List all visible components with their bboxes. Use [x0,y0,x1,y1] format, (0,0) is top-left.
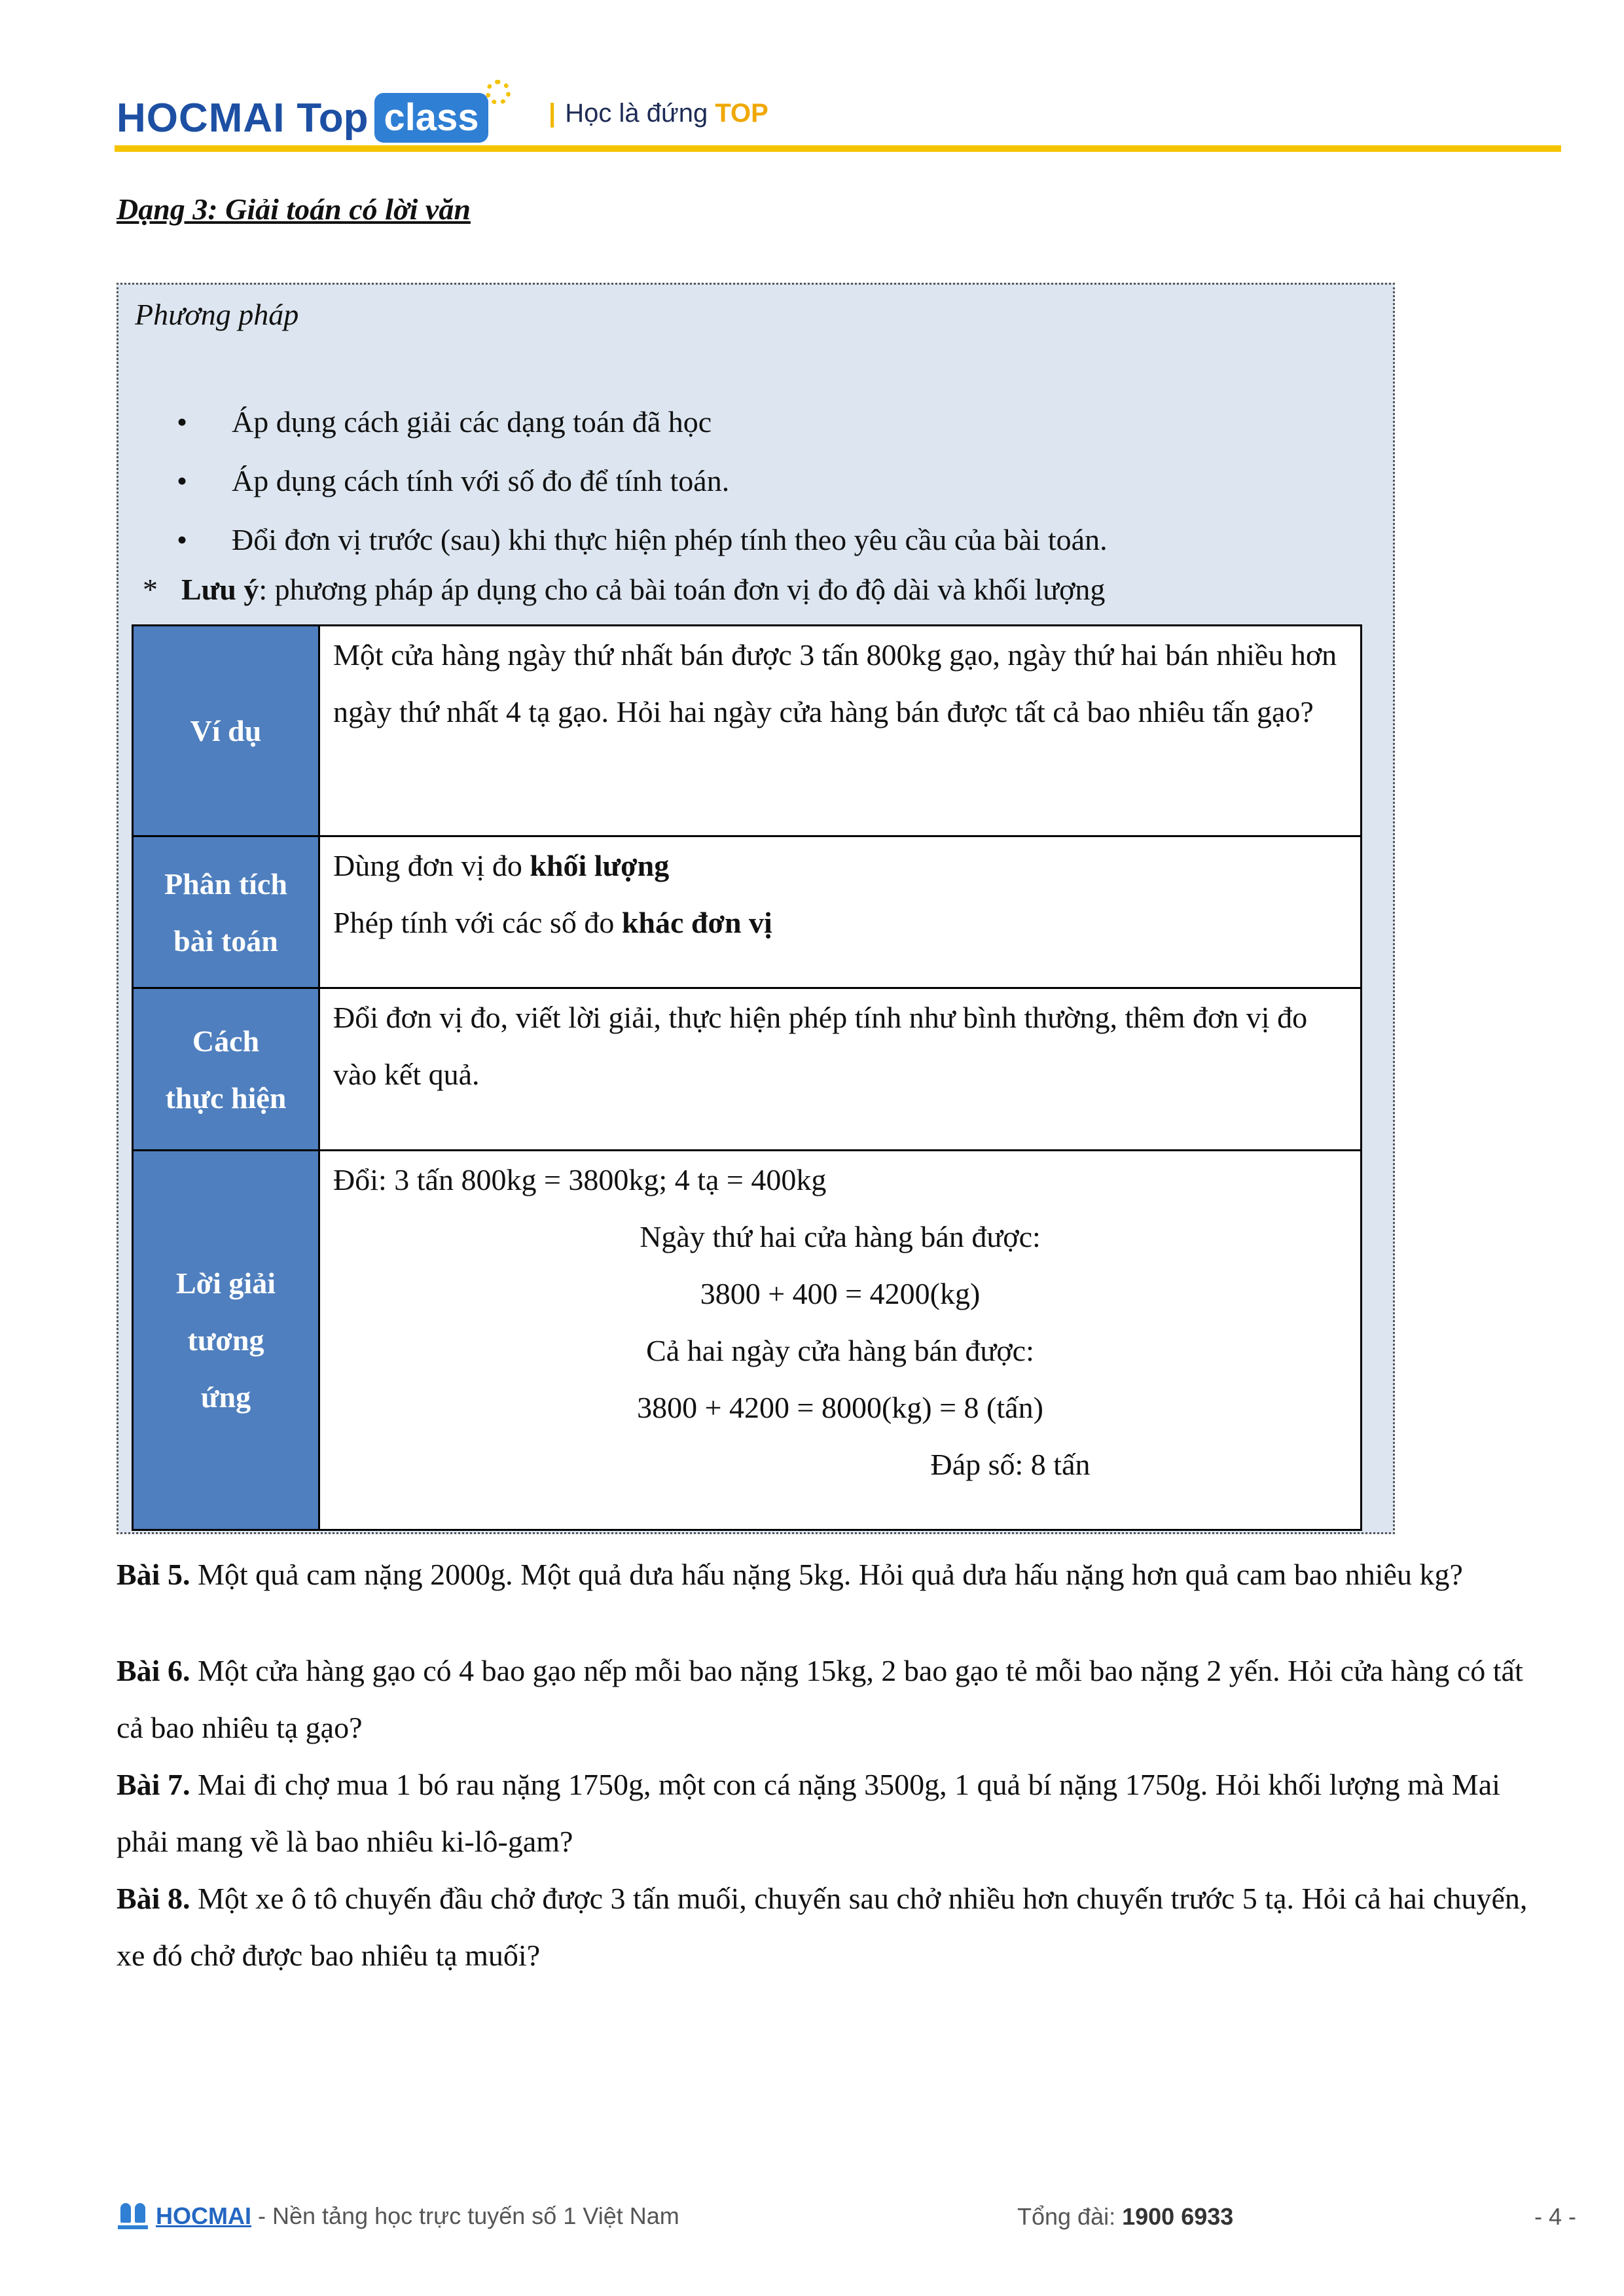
phone-label: Tổng đài: [1017,2203,1123,2230]
page-number: - 4 - [1534,2203,1576,2230]
solution-answer: Đáp số: 8 tấn [930,1448,1091,1481]
slogan-text: Học là đứng [565,99,708,128]
label-line: thực hiện [165,1081,287,1115]
footer-tagline: - Nền tảng học trực tuyến số 1 Việt Nam [258,2202,679,2229]
header-slogan [549,95,768,132]
exercise-text: Một xe ô tô chuyến đầu chở được 3 tấn muối, chuyến sau chở nhiều hơn chuyến trước 5 tạ. Hỏi cả hai chuyến, xe đó chở được bao nhiêu tạ muối? [117,1882,1528,1972]
label-line: Lời giải [176,1266,276,1300]
method-bullet: • Áp dụng cách giải các dạng toán đã học [177,393,1108,452]
row-label-example: Ví dụ [133,626,319,836]
solution-text [319,1151,1362,1530]
label-line: ứng [200,1380,251,1414]
example-problem: Một cửa hàng ngày thứ nhất bán được 3 tấn 800kg gạo, ngày thứ hai bán nhiều hơn ngày thứ nhất 4 tạ gạo. Hỏi hai ngày cửa hàng bán được tất cả bao nhiêu tấn gạo? [319,626,1362,836]
method-heading: Phương pháp [135,298,299,331]
method-note [143,569,1105,610]
example-row [133,626,1362,836]
footer-brand-link[interactable]: HOCMAI [156,2202,251,2229]
method-bullet: • Áp dụng cách tính với số đo để tính toán. [177,452,1108,511]
analysis-line1: Dùng đơn vị đo [333,849,530,882]
logo-top: Top [297,95,369,141]
exercise-text: Một quả cam nặng 2000g. Một quả dưa hấu nặng 5kg. Hỏi quả dưa hấu nặng hơn quả cam bao nhiêu kg? [190,1558,1463,1591]
solution-line: 3800 + 400 = 4200(kg) [700,1277,981,1310]
slogan-top: TOP [715,99,768,128]
analysis-line2: Phép tính với các số đo [333,906,622,939]
exercise-item [117,1870,1537,1984]
note-label: Lưu ý [181,573,259,606]
label-line: tương [187,1323,264,1357]
analysis-bold1: khối lượng [530,849,670,882]
header-divider [115,145,1561,152]
row-label-method [133,988,319,1151]
label-line: Phân tích [164,867,287,901]
exercise-label: Bài 5. [117,1558,190,1591]
exercise-text: Một cửa hàng gạo có 4 bao gạo nếp mỗi bao nặng 15kg, 2 bao gạo tẻ mỗi bao nặng 2 yến. Hỏi cửa hàng có tất cả bao nhiêu tạ gạo? [117,1654,1523,1744]
section-title: Dạng 3: Giải toán có lời văn [117,192,471,226]
label-line: Cách [192,1024,260,1058]
footer-logo [117,2199,679,2233]
phone-number: 1900 6933 [1122,2203,1234,2230]
method-text: Đổi đơn vị đo, viết lời giải, thực hiện phép tính như bình thường, thêm đơn vị đo vào kết quả. [319,988,1362,1151]
solution-line: Đổi: 3 tấn 800kg = 3800kg; 4 tạ = 400kg [333,1163,827,1196]
exercise-text: Mai đi chợ mua 1 bó rau nặng 1750g, một con cá nặng 3500g, 1 quả bí nặng 1750g. Hỏi khối lượng mà Mai phải mang về là bao nhiêu ki-lô-gam? [117,1768,1500,1858]
method-bullets [177,393,1108,569]
solution-line: Ngày thứ hai cửa hàng bán được: [640,1220,1041,1253]
label-line: bài toán [173,924,278,958]
analysis-bold2: khác đơn vị [621,906,772,939]
page-footer [117,2199,1576,2238]
method-bullet: • Đổi đơn vị trước (sau) khi thực hiện phép tính theo yêu cầu của bài toán. [177,511,1108,569]
exercise-label: Bài 6. [117,1654,190,1687]
exercise-item [117,1756,1537,1870]
exercise-item [117,1546,1537,1603]
people-icon [117,2199,151,2233]
note-star: * [143,573,158,606]
hocmai-topclass-logo [117,92,488,144]
row-label-solution [133,1151,319,1530]
note-text: : phương pháp áp dụng cho cả bài toán đơn vị đo độ dài và khối lượng [259,573,1106,606]
logo-class-text: class [384,96,479,139]
example-table [132,624,1362,1531]
exercise-item [117,1642,1537,1756]
exercise-list [117,1546,1537,1984]
gear-icon [486,80,511,105]
solution-row [133,1151,1362,1530]
exercise-label: Bài 7. [117,1768,190,1801]
exercise-label: Bài 8. [117,1882,190,1915]
method-row [133,988,1362,1151]
analysis-row [133,836,1362,988]
slogan-separator: | [549,99,556,128]
row-label-analysis [133,836,319,988]
solution-line: 3800 + 4200 = 8000(kg) = 8 (tấn) [637,1391,1043,1424]
solution-line: Cả hai ngày cửa hàng bán được: [646,1334,1034,1367]
logo-class-badge [374,93,488,143]
analysis-text [319,836,1362,988]
logo-brand: HOCMAI [117,95,285,141]
footer-phone [1017,2203,1233,2231]
